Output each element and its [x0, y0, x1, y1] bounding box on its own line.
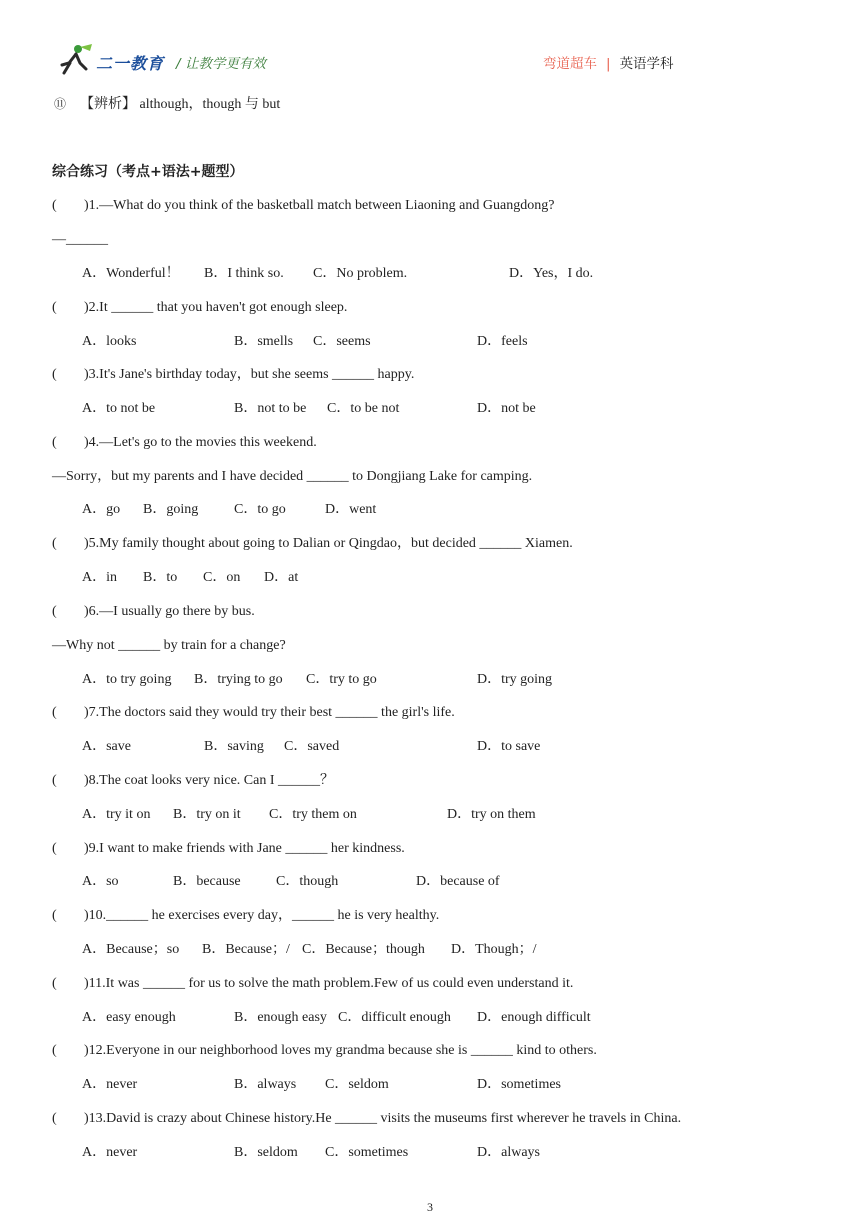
answer-option: A．looks — [82, 334, 137, 349]
answer-option: B．because — [173, 874, 241, 889]
question-stem — [52, 434, 317, 452]
question-text: )13.David is crazy about Chinese history.He ______ visits the museums first wherever he travels in China. — [84, 1111, 682, 1126]
answer-option: B．going — [143, 502, 199, 517]
answer-option: D．try going — [477, 672, 553, 687]
question-text: )12.Everyone in our neighborhood loves my grandma because she is ______ kind to others. — [84, 1043, 597, 1058]
note-number: ⑪ — [54, 97, 67, 111]
answer-option: C．seems — [313, 334, 371, 349]
answer-option: C．Because；though — [302, 942, 425, 957]
question-stem — [52, 1042, 597, 1060]
question-text: )2.It ______ that you haven't got enough sleep. — [84, 300, 348, 315]
page-header — [0, 0, 860, 80]
answer-option: B．always — [234, 1077, 297, 1092]
answer-option: A．never — [82, 1077, 138, 1092]
answer-blank: ( — [52, 198, 57, 213]
logo-text: 二一教育 — [96, 54, 165, 73]
answer-option: B．try on it — [173, 807, 241, 822]
answer-option: D．to save — [477, 739, 541, 754]
answer-option: C．try to go — [306, 672, 377, 687]
answer-blank: ( — [52, 773, 57, 788]
header-right — [543, 52, 674, 72]
answer-option: B．not to be — [234, 401, 307, 416]
subject-name: 英语学科 — [619, 56, 674, 72]
answer-option: D．Though；/ — [451, 942, 537, 957]
answer-blank: ( — [52, 367, 57, 382]
answer-blank: ( — [52, 536, 57, 551]
answer-option: A．save — [82, 739, 131, 754]
answer-option: A．to not be — [82, 401, 156, 416]
answer-option: D．enough difficult — [477, 1010, 591, 1025]
answer-blank: ( — [52, 976, 57, 991]
answer-option: C．to go — [234, 502, 286, 517]
question-text: )1.—What do you think of the basketball match between Liaoning and Guangdong? — [84, 198, 555, 213]
page-number: 3 — [427, 1200, 433, 1214]
question-text: )8.The coat looks very nice. Can I ______？ — [84, 773, 334, 788]
answer-option: A．go — [82, 502, 121, 517]
answer-option: C．on — [203, 570, 241, 585]
answer-option: B．trying to go — [194, 672, 283, 687]
answer-option: D．try on them — [447, 807, 536, 822]
question-followup: —Sorry，but my parents and I have decided ______ to Dongjiang Lake for camping. — [52, 469, 533, 484]
answer-blank: ( — [52, 604, 57, 619]
question-stem — [52, 1110, 681, 1128]
note-label: 【辨析】 — [80, 96, 137, 112]
question-stem — [52, 975, 573, 993]
section-title: 综合练习（考点+语法+题型） — [52, 164, 244, 180]
question-stem — [52, 907, 439, 925]
question-text: )4.—Let's go to the movies this weekend. — [84, 435, 317, 450]
answer-option: A．easy enough — [82, 1010, 176, 1025]
answer-blank: ( — [52, 300, 57, 315]
answer-option: D．sometimes — [477, 1077, 561, 1092]
question-stem — [52, 366, 414, 384]
answer-option: A．so — [82, 874, 119, 889]
answer-blank: ( — [52, 908, 57, 923]
answer-option: D．feels — [477, 334, 528, 349]
answer-option: A．Because；so — [82, 942, 180, 957]
question-text: )11.It was ______ for us to solve the math problem.Few of us could even understand it. — [84, 976, 574, 991]
question-stem — [52, 704, 455, 722]
question-text: )9.I want to make friends with Jane ______ her kindness. — [84, 841, 405, 856]
answer-option: B．Because；/ — [202, 942, 290, 957]
answer-option: C．try them on — [269, 807, 357, 822]
answer-option: D．because of — [416, 874, 500, 889]
question-text: )6.—I usually go there by bus. — [84, 604, 255, 619]
question-stem — [52, 840, 405, 858]
question-text: )3.It's Jane's birthday today，but she seems ______ happy. — [84, 367, 415, 382]
note-line — [54, 95, 280, 114]
answer-option: A．in — [82, 570, 117, 585]
answer-option: B．seldom — [234, 1145, 298, 1160]
answer-option: B．enough easy — [234, 1010, 327, 1025]
answer-blank: ( — [52, 1043, 57, 1058]
answer-blank: ( — [52, 1111, 57, 1126]
question-followup: —Why not ______ by train for a change? — [52, 638, 286, 653]
answer-blank: ( — [52, 435, 57, 450]
question-stem — [52, 299, 347, 317]
question-text: )7.The doctors said they would try their best ______ the girl's life. — [84, 705, 455, 720]
question-stem — [52, 197, 554, 215]
answer-blank: ( — [52, 705, 57, 720]
answer-option: C．though — [276, 874, 339, 889]
answer-option: C．No problem. — [313, 266, 408, 281]
answer-option: A．try it on — [82, 807, 151, 822]
question-text: )5.My family thought about going to Dalian or Qingdao，but decided ______ Xiamen. — [84, 536, 573, 551]
answer-option: B．saving — [204, 739, 264, 754]
answer-option: A．Wonderful！ — [82, 266, 180, 281]
question-followup: —______ — [52, 232, 108, 247]
answer-option: D．always — [477, 1145, 540, 1160]
answer-option: C．seldom — [325, 1077, 389, 1092]
question-text: )10.______ he exercises every day，______ he is very healthy. — [84, 908, 440, 923]
answer-option: A．never — [82, 1145, 138, 1160]
answer-option: C．difficult enough — [338, 1010, 451, 1025]
runner-logo-icon — [56, 43, 96, 77]
answer-option: C．saved — [284, 739, 340, 754]
answer-option: A．to try going — [82, 672, 172, 687]
answer-option: D．at — [264, 570, 299, 585]
question-stem — [52, 772, 334, 790]
answer-option: B．to — [143, 570, 178, 585]
slogan: / 让教学更有效 — [176, 56, 266, 72]
answer-option: D．Yes，I do. — [509, 266, 594, 281]
answer-option: C．sometimes — [325, 1145, 409, 1160]
logo — [56, 43, 166, 77]
answer-option: B．smells — [234, 334, 294, 349]
question-stem — [52, 603, 255, 621]
course-name: 弯道超车 — [543, 56, 597, 72]
answer-blank: ( — [52, 841, 57, 856]
answer-option: C．to be not — [327, 401, 400, 416]
answer-option: D．not be — [477, 401, 536, 416]
answer-option: B．I think so. — [204, 266, 284, 281]
answer-option: D．went — [325, 502, 377, 517]
question-stem — [52, 535, 573, 553]
header-separator: | — [606, 56, 611, 72]
note-text: although，though 与 but — [139, 97, 281, 112]
